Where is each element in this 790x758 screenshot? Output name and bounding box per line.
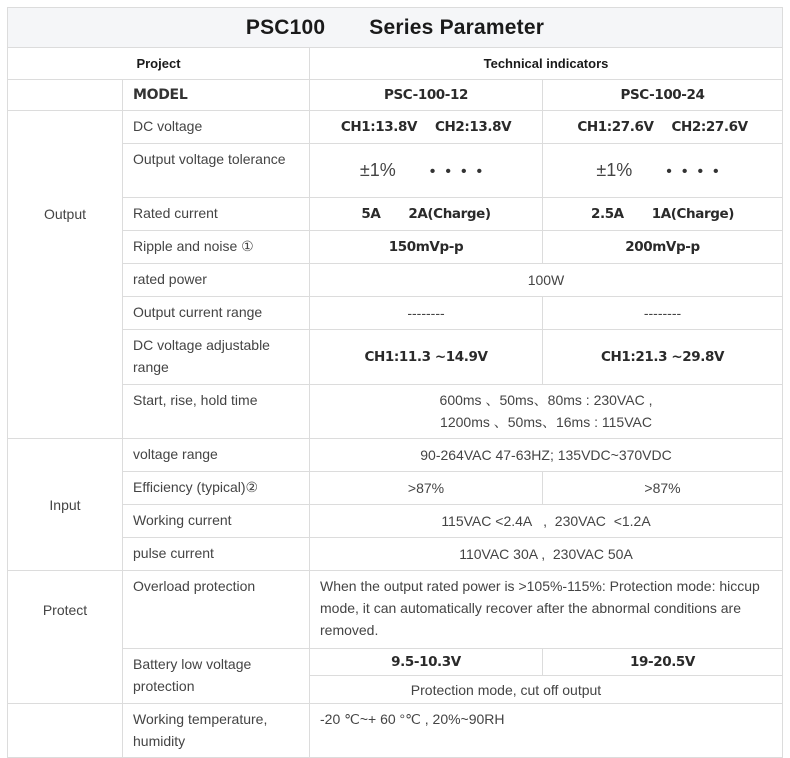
- header-technical: Technical indicators: [310, 48, 783, 80]
- ripple-col2: 200mVp-p: [543, 231, 783, 264]
- parameter-table-container: [7, 7, 782, 758]
- label-dc-adjustable: DC voltage adjustable range: [123, 330, 310, 385]
- row-voltage-range: [8, 439, 783, 472]
- output-current-range-col1: --------: [310, 297, 543, 330]
- row-battery-low: [8, 649, 783, 676]
- label-efficiency: Efficiency (typical)②: [123, 472, 310, 505]
- row-pulse-current: [8, 538, 783, 571]
- start-time-line1: 600ms 、50ms、80ms : 230VAC ,: [439, 392, 653, 408]
- start-time-value: [310, 385, 783, 439]
- rated-current-col2-a: 2.5A: [590, 206, 624, 222]
- dc-voltage-col1-ch1: CH1:13.8V: [340, 119, 417, 135]
- rated-current-col1: [310, 198, 543, 231]
- group-output: Output: [8, 111, 123, 439]
- row-dc-adjustable: [8, 330, 783, 385]
- model-group-cell: [8, 80, 123, 111]
- dc-voltage-col2-ch2: CH2:27.6V: [671, 119, 748, 135]
- dc-voltage-col2: [543, 111, 783, 144]
- tolerance-col1-value: ±1%: [359, 159, 396, 180]
- efficiency-col1: >87%: [310, 472, 543, 505]
- row-tolerance: [8, 144, 783, 198]
- rated-current-col2: [543, 198, 783, 231]
- group-input: Input: [8, 439, 123, 571]
- battery-low-mode: Protection mode, cut off output: [310, 676, 783, 704]
- model-label: MODEL: [123, 80, 310, 111]
- row-rated-current: [8, 198, 783, 231]
- dc-voltage-col1-ch2: CH2:13.8V: [435, 119, 512, 135]
- rated-current-col2-b: 1A(Charge): [651, 206, 735, 222]
- battery-low-col1: 9.5-10.3V: [310, 649, 543, 676]
- group-protect: Protect: [8, 571, 123, 704]
- voltage-range-value: 90-264VAC 47-63HZ; 135VDC~370VDC: [310, 439, 783, 472]
- label-working-current: Working current: [123, 505, 310, 538]
- rated-current-col1-b: 2A(Charge): [408, 206, 491, 222]
- model-col2: PSC-100-24: [543, 80, 783, 111]
- title-text: Series Parameter: [369, 15, 545, 39]
- label-output-current-range: Output current range: [123, 297, 310, 330]
- label-battery-low: Battery low voltage protection: [123, 649, 310, 704]
- label-rated-current: Rated current: [123, 198, 310, 231]
- tolerance-col2-dots: ••••: [666, 162, 729, 180]
- row-start-time: [8, 385, 783, 439]
- dc-adjustable-col2: CH1:21.3 ~29.8V: [543, 330, 783, 385]
- group-environment: [8, 704, 123, 758]
- ripple-col1: 150mVp-p: [310, 231, 543, 264]
- tolerance-col1: [310, 144, 543, 198]
- header-row: [8, 48, 783, 80]
- row-overload: [8, 571, 783, 649]
- start-time-line2: 1200ms 、50ms、16ms : 115VAC: [440, 414, 652, 430]
- row-dc-voltage: [8, 111, 783, 144]
- rated-power-value: 100W: [310, 264, 783, 297]
- title-model: PSC100: [245, 15, 326, 39]
- row-efficiency: [8, 472, 783, 505]
- dc-adjustable-col1: CH1:11.3 ~14.9V: [310, 330, 543, 385]
- efficiency-col2: >87%: [543, 472, 783, 505]
- label-voltage-range: voltage range: [123, 439, 310, 472]
- overload-value: When the output rated power is >105%-115%: Protection mode: hiccup mode, it can automatically recover after the abnormal conditions are removed.: [310, 571, 783, 649]
- tolerance-col1-dots: ••••: [429, 162, 493, 180]
- rated-current-col1-a: 5A: [361, 206, 381, 222]
- tolerance-col2-value: ±1%: [596, 159, 633, 180]
- dc-voltage-col2-ch1: CH1:27.6V: [577, 119, 654, 135]
- model-col1: PSC-100-12: [310, 80, 543, 111]
- row-rated-power: [8, 264, 783, 297]
- header-project: Project: [8, 48, 310, 80]
- label-rated-power: rated power: [123, 264, 310, 297]
- label-tolerance: Output voltage tolerance: [123, 144, 310, 198]
- label-start-time: Start, rise, hold time: [123, 385, 310, 439]
- battery-low-col2: 19-20.5V: [543, 649, 783, 676]
- row-temperature: [8, 704, 783, 758]
- label-ripple: Ripple and noise ①: [123, 231, 310, 264]
- label-pulse-current: pulse current: [123, 538, 310, 571]
- tolerance-col2: [543, 144, 783, 198]
- label-dc-voltage: DC voltage: [123, 111, 310, 144]
- label-temperature: Working temperature, humidity: [123, 704, 310, 758]
- title-row: [8, 8, 783, 48]
- dc-voltage-col1: [310, 111, 543, 144]
- table-title: [8, 8, 783, 48]
- model-row: [8, 80, 783, 111]
- row-ripple: [8, 231, 783, 264]
- row-output-current-range: [8, 297, 783, 330]
- row-working-current: [8, 505, 783, 538]
- pulse-current-value: 110VAC 30A , 230VAC 50A: [310, 538, 783, 571]
- parameter-table: [7, 7, 783, 758]
- temperature-value: -20 ℃~+ 60 °℃ , 20%~90RH: [310, 704, 783, 758]
- output-current-range-col2: --------: [543, 297, 783, 330]
- working-current-value: 115VAC <2.4A , 230VAC <1.2A: [310, 505, 783, 538]
- label-overload: Overload protection: [123, 571, 310, 649]
